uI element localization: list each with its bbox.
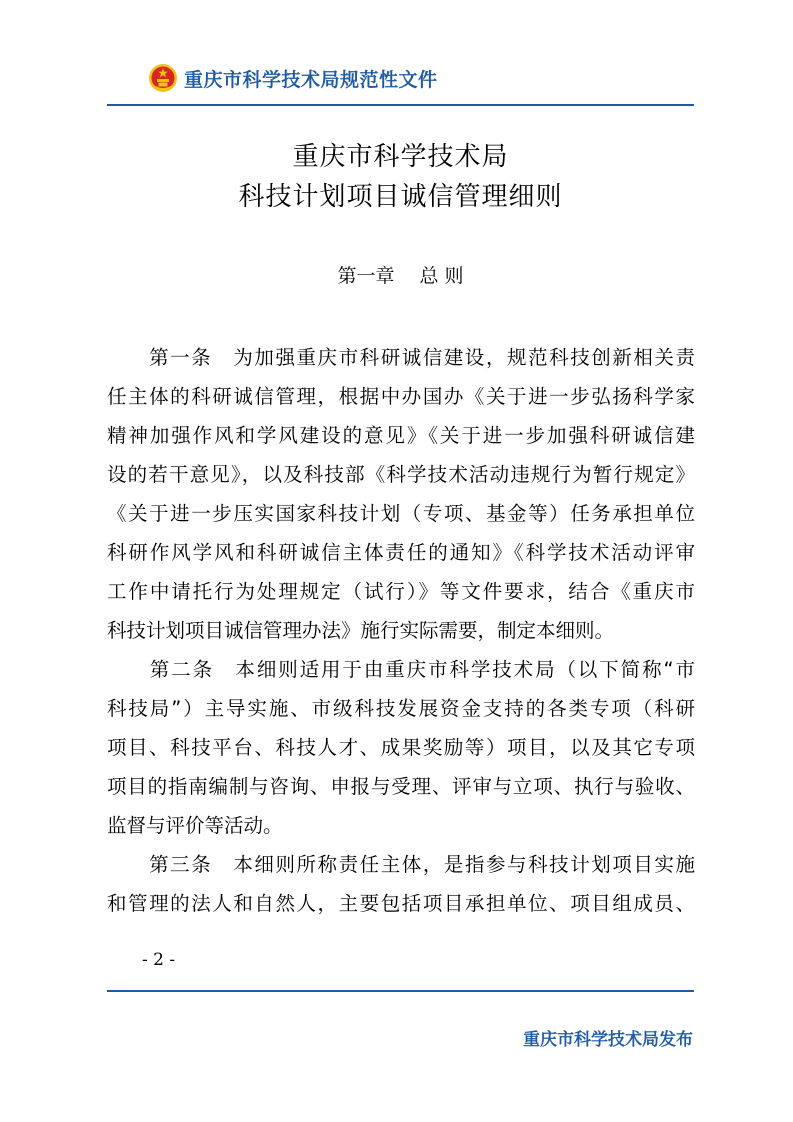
document-body bbox=[107, 338, 695, 923]
body-text-line: 精神加强作风和学风建设的意见》《关于进一步加强科研诚信建 bbox=[107, 424, 695, 447]
body-text-line: 项目、科技平台、科技人才、成果奖励等）项目，以及其它专项 bbox=[107, 736, 695, 759]
body-text-line: 第一条 为加强重庆市科研诚信建设，规范科技创新相关责 bbox=[107, 346, 695, 369]
body-text-line: 项目的指南编制与咨询、申报与受理、评审与立项、执行与验收、 bbox=[107, 775, 695, 798]
body-text-line: 设的若干意见》，以及科技部《科学技术活动违规行为暂行规定》 bbox=[107, 463, 695, 486]
body-text-line: 监督与评价等活动。 bbox=[107, 814, 283, 837]
header-divider bbox=[107, 104, 694, 106]
document-title-line: 科技计划项目诚信管理细则 bbox=[238, 182, 563, 212]
body-text-line: 第三条 本细则所称责任主体，是指参与科技计划项目实施 bbox=[107, 853, 695, 876]
chapter-heading: 第一章 总 则 bbox=[337, 265, 464, 287]
national-emblem-icon bbox=[148, 63, 178, 93]
document-title bbox=[107, 137, 694, 217]
header-title: 重庆市科学技术局规范性文件 bbox=[184, 68, 438, 91]
footer-divider bbox=[107, 990, 694, 992]
footer-publisher: 重庆市科学技术局发布 bbox=[523, 1030, 693, 1050]
body-text-line: 科研作风学风和科研诚信主体责任的通知》《科学技术活动评审 bbox=[107, 541, 695, 564]
body-text-line: 《关于进一步压实国家科技计划（专项、基金等）任务承担单位 bbox=[107, 502, 695, 525]
document-header bbox=[148, 60, 438, 96]
document-title-line: 重庆市科学技术局 bbox=[292, 142, 509, 172]
body-text-line: 科技计划项目诚信管理办法》施行实际需要，制定本细则。 bbox=[107, 619, 615, 642]
body-text-line: 任主体的科研诚信管理，根据中办国办《关于进一步弘扬科学家 bbox=[107, 385, 695, 408]
body-text-line: 第二条 本细则适用于由重庆市科学技术局（以下简称“市 bbox=[107, 658, 695, 681]
body-text-line: 科技局”）主导实施、市级科技发展资金支持的各类专项（科研 bbox=[107, 697, 695, 720]
page-number: - 2 - bbox=[142, 950, 176, 970]
body-text-line: 工作中请托行为处理规定（试行）》等文件要求，结合《重庆市 bbox=[107, 580, 695, 603]
body-text-line: 和管理的法人和自然人，主要包括项目承担单位、项目组成员、 bbox=[107, 892, 695, 915]
